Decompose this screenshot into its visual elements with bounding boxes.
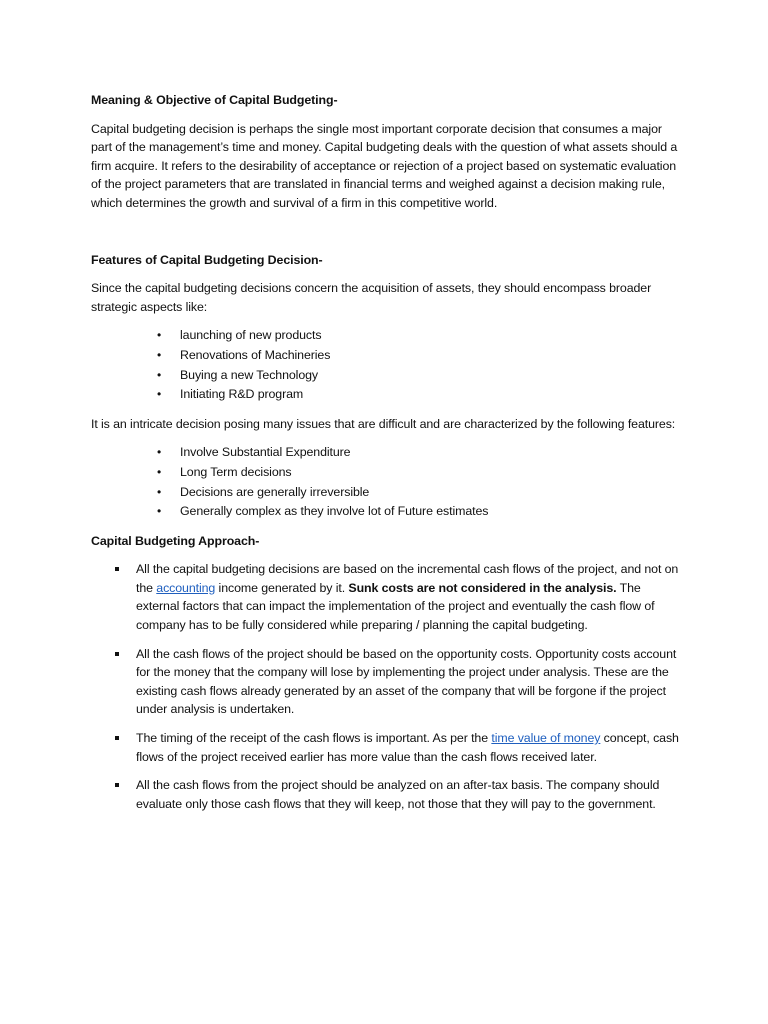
section-spacer: [91, 223, 683, 251]
accounting-link[interactable]: accounting: [156, 580, 216, 595]
approach-item-timing: [113, 729, 683, 766]
list-item-label: Involve Substantial Expenditure: [180, 445, 351, 460]
bullet-icon: •: [157, 504, 162, 519]
square-bullet-icon: [115, 783, 119, 787]
features-intro-paragraph: Since the capital budgeting decisions concern the acquisition of assets, they should encompass broader strategic aspects like:: [91, 281, 652, 314]
approach-text: The timing of the receipt of the cash flows is important. As per the: [136, 731, 492, 746]
list-item: [157, 366, 683, 386]
bullet-icon: •: [157, 347, 162, 362]
list-item: [157, 326, 683, 346]
list-item: [157, 443, 683, 463]
bullet-icon: •: [157, 367, 162, 382]
strategic-aspects-list: [91, 326, 683, 404]
list-item-label: Initiating R&D program: [180, 387, 304, 402]
list-item-label: Long Term decisions: [180, 464, 292, 479]
approach-item-incremental-cash-flows: [113, 560, 683, 634]
list-item: [157, 483, 683, 503]
features-characterized-paragraph: It is an intricate decision posing many issues that are difficult and are characterized by the following features:: [91, 416, 676, 431]
bullet-icon: •: [157, 387, 162, 402]
list-item: [157, 346, 683, 366]
sunk-costs-note: Sunk costs are not considered in the analysis.: [348, 580, 617, 595]
section-heading-approach: Capital Budgeting Approach-: [91, 533, 260, 548]
approach-text: concept, cash flows of the project received earlier has more value than the cash flows received later.: [136, 731, 679, 764]
approach-item-opportunity-costs: [113, 645, 683, 719]
list-item: [157, 385, 683, 405]
section-heading-features: Features of Capital Budgeting Decision-: [91, 252, 323, 267]
approach-list: [91, 560, 683, 813]
bullet-icon: •: [157, 464, 162, 479]
list-item-label: Decisions are generally irreversible: [180, 484, 370, 499]
list-item-label: Renovations of Machineries: [180, 347, 331, 362]
list-item-label: Generally complex as they involve lot of Future estimates: [180, 504, 489, 519]
meaning-paragraph: Capital budgeting decision is perhaps the single most important corporate decision that consumes a major part of the management’s time and money. Capital budgeting deals with the question of what assets should a firm acquire. It refers to the desirability of acceptance or rejection of a project based on systematic evaluation of the project parameters that are translated in financial terms and weighed against a decision making rule, which determines the growth and survival of a firm in this competitive world.: [91, 121, 678, 210]
approach-text: income generated by it.: [215, 580, 349, 595]
bullet-icon: •: [157, 328, 162, 343]
features-list: [91, 443, 683, 521]
section-heading-meaning: Meaning & Objective of Capital Budgeting-: [91, 93, 338, 107]
approach-item-after-tax: [113, 776, 683, 813]
bullet-icon: •: [157, 484, 162, 499]
list-item: [157, 502, 683, 522]
list-item-label: launching of new products: [180, 328, 322, 343]
approach-text: All the cash flows of the project should be based on the opportunity costs. Opportunity costs account for the money that the company will lose by implementing the project under analysis. These are the existing cash flows already generated by an asset of the company that will be forgone if the project under analysis is undertaken.: [136, 646, 677, 717]
approach-text: All the capital budgeting decisions are based on the incremental cash flows of the project, and not on the: [136, 562, 679, 595]
square-bullet-icon: [115, 567, 119, 571]
time-value-of-money-link[interactable]: time value of money: [491, 731, 601, 746]
document-body: [91, 91, 683, 823]
square-bullet-icon: [115, 736, 119, 740]
square-bullet-icon: [115, 652, 119, 656]
bullet-icon: •: [157, 445, 162, 460]
approach-text: The external factors that can impact the implementation of the project and eventually the cash flow of company has to be fully considered while preparing / planning the capital budgeting.: [136, 580, 655, 633]
list-item-label: Buying a new Technology: [180, 367, 318, 382]
approach-text: All the cash flows from the project should be analyzed on an after-tax basis. The company should evaluate only those cash flows that they will keep, not those that they will pay to the government.: [136, 778, 660, 811]
list-item: [157, 463, 683, 483]
